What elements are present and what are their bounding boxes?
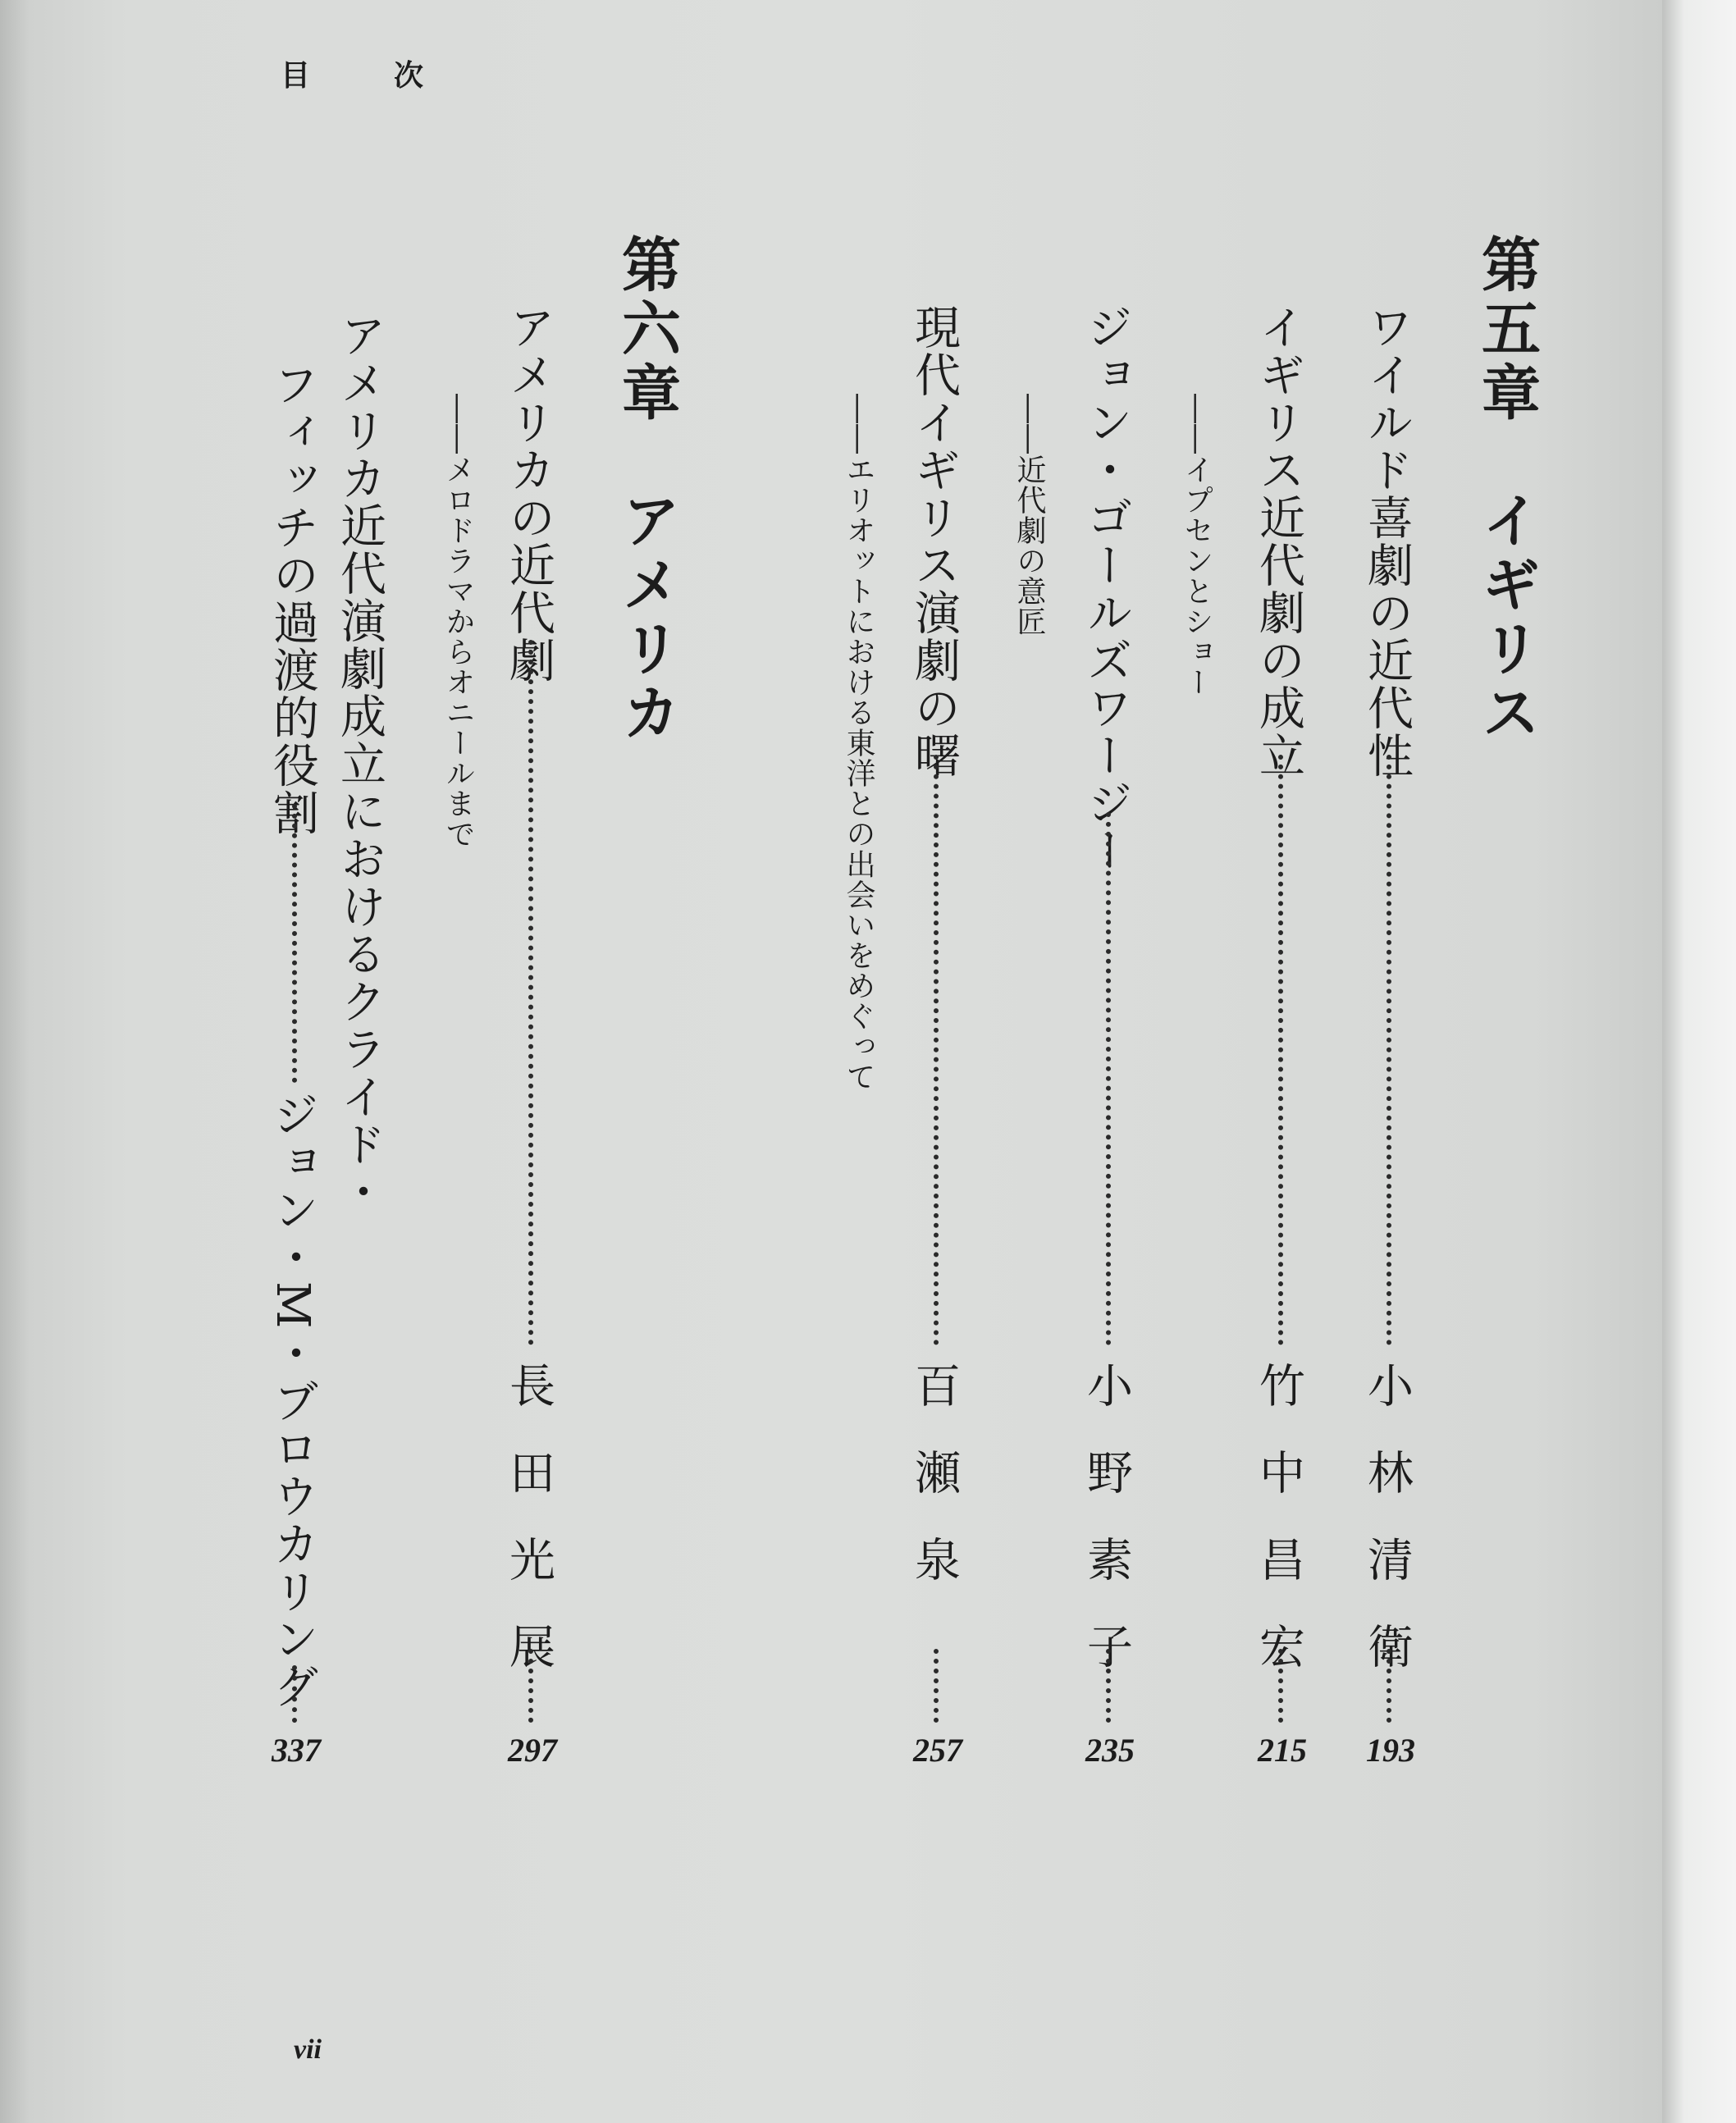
toc-entry-author: 小林清衛 [1360,1362,1414,1710]
toc-entry-title: 現代イギリス演劇の曙 [907,304,961,779]
toc-entry-subtitle: ――メロドラマからオニールまで [441,394,475,849]
page-number-folio: vii [294,2034,322,2065]
dot-leader [1106,1649,1111,1723]
dot-leader [1278,1649,1283,1723]
toc-entry-page: 193 [1366,1732,1415,1769]
toc-entry-author: ジョン・M・ブロウカリング [266,1091,319,1711]
toc-entry-subtitle: ――イプセンとショー [1180,394,1213,697]
dot-leader [292,804,297,1083]
dot-leader [1387,755,1391,1345]
dot-leader [934,755,939,1345]
toc-entry-page: 337 [272,1732,321,1769]
page-edge [1662,0,1736,2123]
toc-entry-title: ワイルド喜劇の近代性 [1360,304,1414,779]
toc-entry-author: 竹中昌宏 [1252,1362,1305,1710]
toc-entry-title: イギリス近代劇の成立 [1252,304,1305,779]
dot-leader [934,1649,939,1723]
toc-entry-page: 297 [508,1732,557,1769]
toc-entry-subtitle: ――エリオットにおける東洋との出会いをめぐって [842,394,875,1092]
toc-entry-page: 257 [913,1732,962,1769]
toc-entry-author: 長田光展 [502,1362,555,1710]
dot-leader [292,1665,297,1723]
toc-entry-subtitle: ――近代劇の意匠 [1012,394,1046,637]
toc-entry-author: 小野素子 [1080,1362,1133,1710]
toc-entry-page: 235 [1085,1732,1135,1769]
dot-leader [528,1649,533,1723]
dot-leader [1278,755,1283,1345]
running-head-left: 目 [281,58,311,93]
page-gutter [0,0,30,2123]
dot-leader [528,640,533,1345]
toc-entry-title: ジョン・ゴールズワージー [1080,304,1133,874]
toc-entry-author: 百瀬泉 [907,1362,961,1623]
running-head-right: 次 [394,58,424,93]
toc-entry-page: 215 [1258,1732,1307,1769]
toc-entry-title-continued: フィッチの過渡的役割 [266,361,319,837]
chapter-6-title: 第六章 アメリカ [612,234,682,746]
toc-entry-title: アメリカの近代劇 [502,304,555,684]
chapter-5-title: 第五章 イギリス [1472,234,1542,746]
toc-entry-title: アメリカ近代演劇成立におけるクライド・ [333,312,386,1216]
dot-leader [1387,1649,1391,1723]
dot-leader [1106,812,1111,1345]
